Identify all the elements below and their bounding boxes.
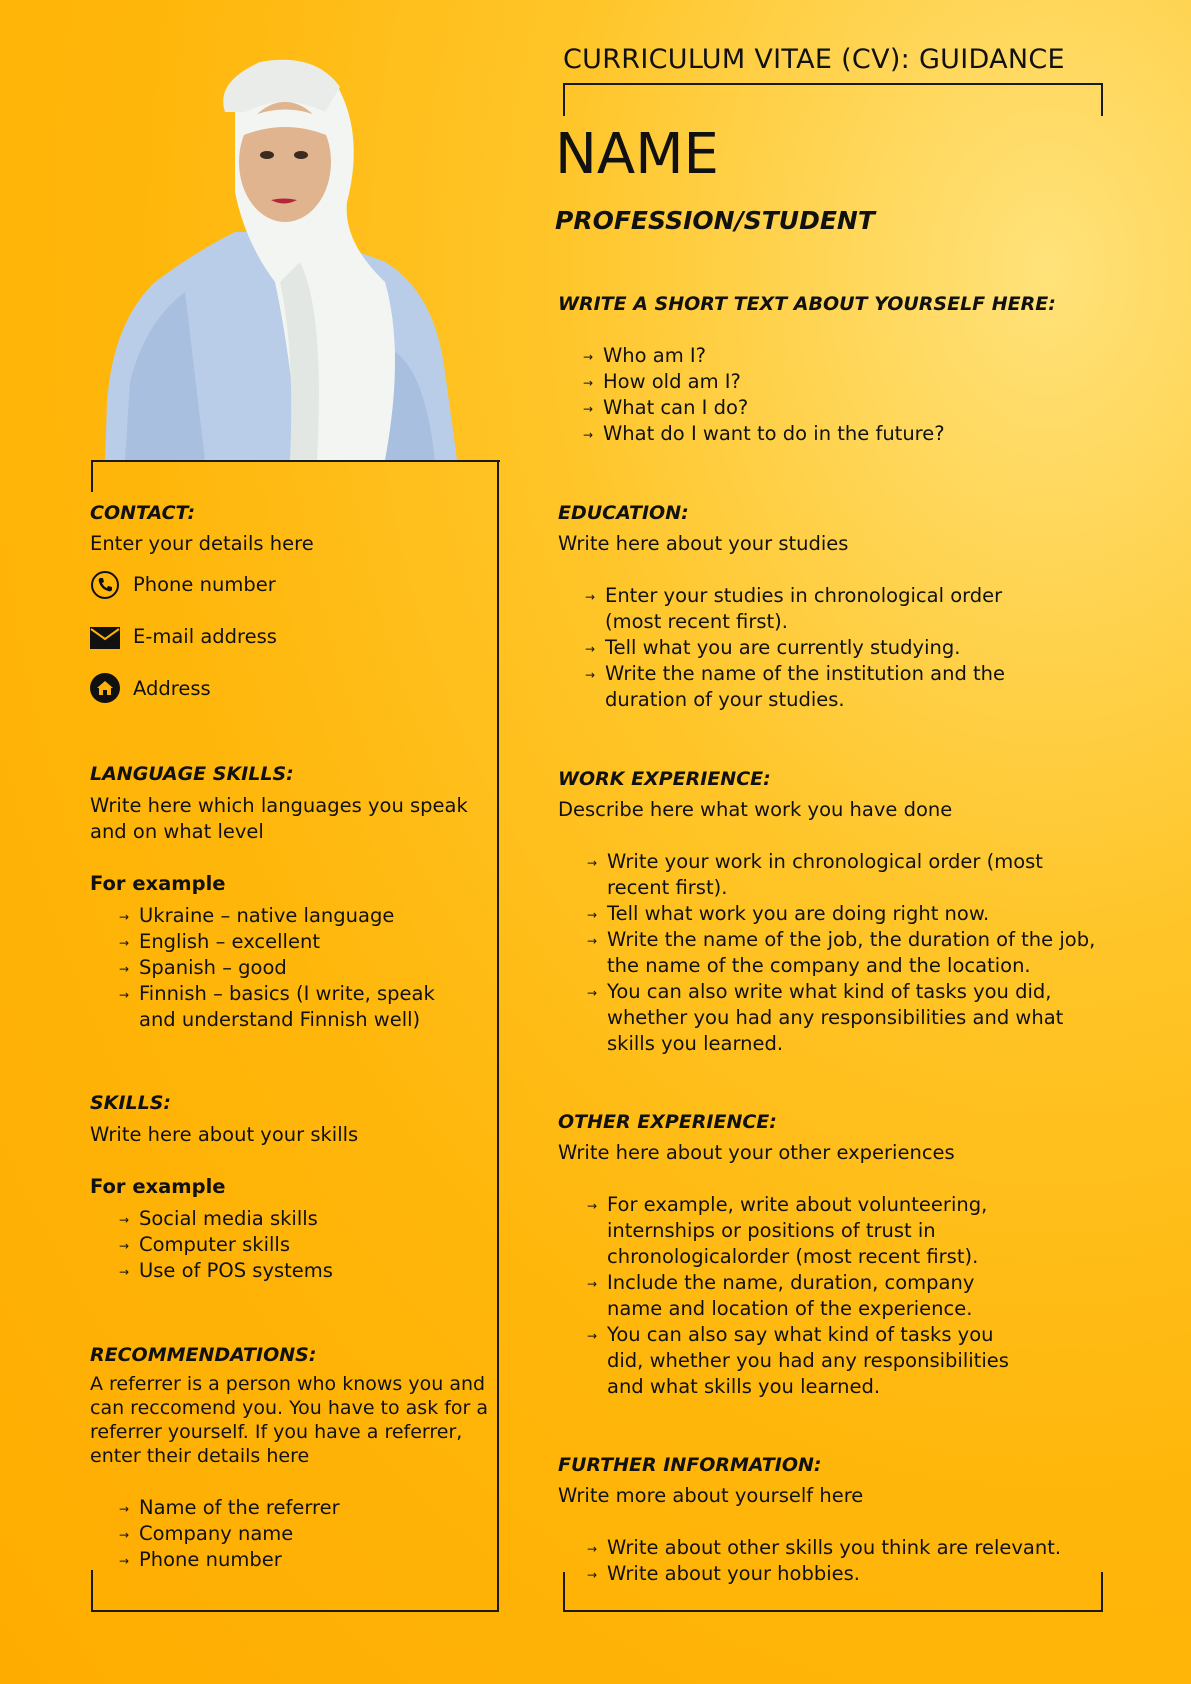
list-item: → Tell what you are currently studying. (585, 635, 1015, 661)
list-item: → Spanish – good (119, 955, 464, 981)
left-box-right (497, 460, 499, 1612)
skills-list (119, 1206, 464, 1284)
language-example-label: For example (90, 872, 226, 895)
language-heading: LANGUAGE SKILLS: (90, 763, 294, 785)
other-intro: Write here about your other experiences (558, 1141, 955, 1164)
right-bracket-bottom-left (563, 1572, 565, 1612)
language-list (119, 903, 464, 1033)
work-heading: WORK EXPERIENCE: (558, 768, 771, 790)
recommendations-list (119, 1495, 464, 1573)
envelope-icon (90, 623, 120, 653)
list-item: → Ukraine – native language (119, 903, 464, 929)
list-item: → Enter your studies in chronological order (most recent first). (585, 583, 1015, 635)
profession-heading: PROFESSION/STUDENT (555, 206, 875, 235)
list-item: → Write the name of the job, the duration of the job, the name of the company and the location. (587, 927, 1097, 979)
further-intro: Write more about yourself here (558, 1484, 864, 1507)
recommendations-intro: A referrer is a person who knows you and can reccomend you. You have to ask for a referrer yourself. If you have a referrer, enter their details here (90, 1373, 489, 1467)
other-heading: OTHER EXPERIENCE: (558, 1111, 777, 1133)
work-intro: Describe here what work you have done (558, 798, 953, 821)
document-title: CURRICULUM VITAE (CV): GUIDANCE (563, 44, 1065, 75)
list-item: → Phone number (119, 1547, 464, 1573)
left-box-top (91, 460, 500, 462)
skills-intro: Write here about your skills (90, 1123, 359, 1146)
portrait-photo (85, 52, 495, 460)
about-heading: WRITE A SHORT TEXT ABOUT YOURSELF HERE: (558, 293, 1056, 315)
list-item: → Write about your hobbies. (587, 1561, 1097, 1587)
list-item: → Who am I? (583, 343, 1083, 369)
education-list (585, 583, 1015, 713)
contact-intro: Enter your details here (90, 532, 314, 555)
list-item: → Tell what work you are doing right now. (587, 901, 1097, 927)
list-item: → Social media skills (119, 1206, 464, 1232)
education-heading: EDUCATION: (558, 502, 689, 524)
name-heading: NAME (555, 122, 719, 187)
list-item: → What can I do? (583, 395, 1083, 421)
list-item: → Name of the referrer (119, 1495, 464, 1521)
phone-label: Phone number (133, 573, 276, 596)
further-heading: FURTHER INFORMATION: (558, 1454, 822, 1476)
left-box-bottom-left (91, 1570, 93, 1612)
list-item: → Company name (119, 1521, 464, 1547)
header-bracket-right (1101, 83, 1103, 116)
list-item: → Use of POS systems (119, 1258, 464, 1284)
list-item: → What do I want to do in the future? (583, 421, 1083, 447)
list-item: → Include the name, duration, company name and location of the experience. (587, 1270, 1017, 1322)
left-box-top-left (91, 460, 93, 492)
home-icon (90, 673, 120, 703)
work-list (587, 849, 1097, 1057)
list-item: → English – excellent (119, 929, 464, 955)
email-label: E-mail address (133, 625, 277, 648)
list-item: → Write the name of the institution and the duration of your studies. (585, 661, 1015, 713)
right-bracket-bottom-right (1101, 1572, 1103, 1612)
education-intro: Write here about your studies (558, 532, 849, 555)
right-bracket-bottom (563, 1610, 1103, 1612)
list-item: → Write about other skills you think are relevant. (587, 1535, 1097, 1561)
list-item: → For example, write about volunteering, internships or positions of trust in chronologicalorder (most recent first). (587, 1192, 1017, 1270)
list-item: → Computer skills (119, 1232, 464, 1258)
list-item: → How old am I? (583, 369, 1083, 395)
language-intro: Write here which languages you speak and on what level (90, 794, 468, 843)
list-item: → Finnish – basics (I write, speak and understand Finnish well) (119, 981, 464, 1033)
other-list (587, 1192, 1017, 1400)
header-bracket-left (563, 83, 565, 116)
about-list (583, 343, 1083, 447)
contact-heading: CONTACT: (90, 502, 196, 524)
address-label: Address (133, 677, 211, 700)
list-item: → You can also say what kind of tasks you did, whether you had any responsibilities and what skills you learned. (587, 1322, 1017, 1400)
left-box-bottom (91, 1610, 499, 1612)
further-list (587, 1535, 1097, 1587)
skills-heading: SKILLS: (90, 1092, 171, 1114)
list-item: → You can also write what kind of tasks you did, whether you had any responsibilities and what skills you learned. (587, 979, 1097, 1057)
header-bracket-top (563, 83, 1103, 85)
list-item: → Write your work in chronological order (most recent first). (587, 849, 1097, 901)
skills-example-label: For example (90, 1175, 226, 1198)
recommendations-heading: RECOMMENDATIONS: (90, 1344, 317, 1366)
phone-icon (90, 570, 120, 600)
